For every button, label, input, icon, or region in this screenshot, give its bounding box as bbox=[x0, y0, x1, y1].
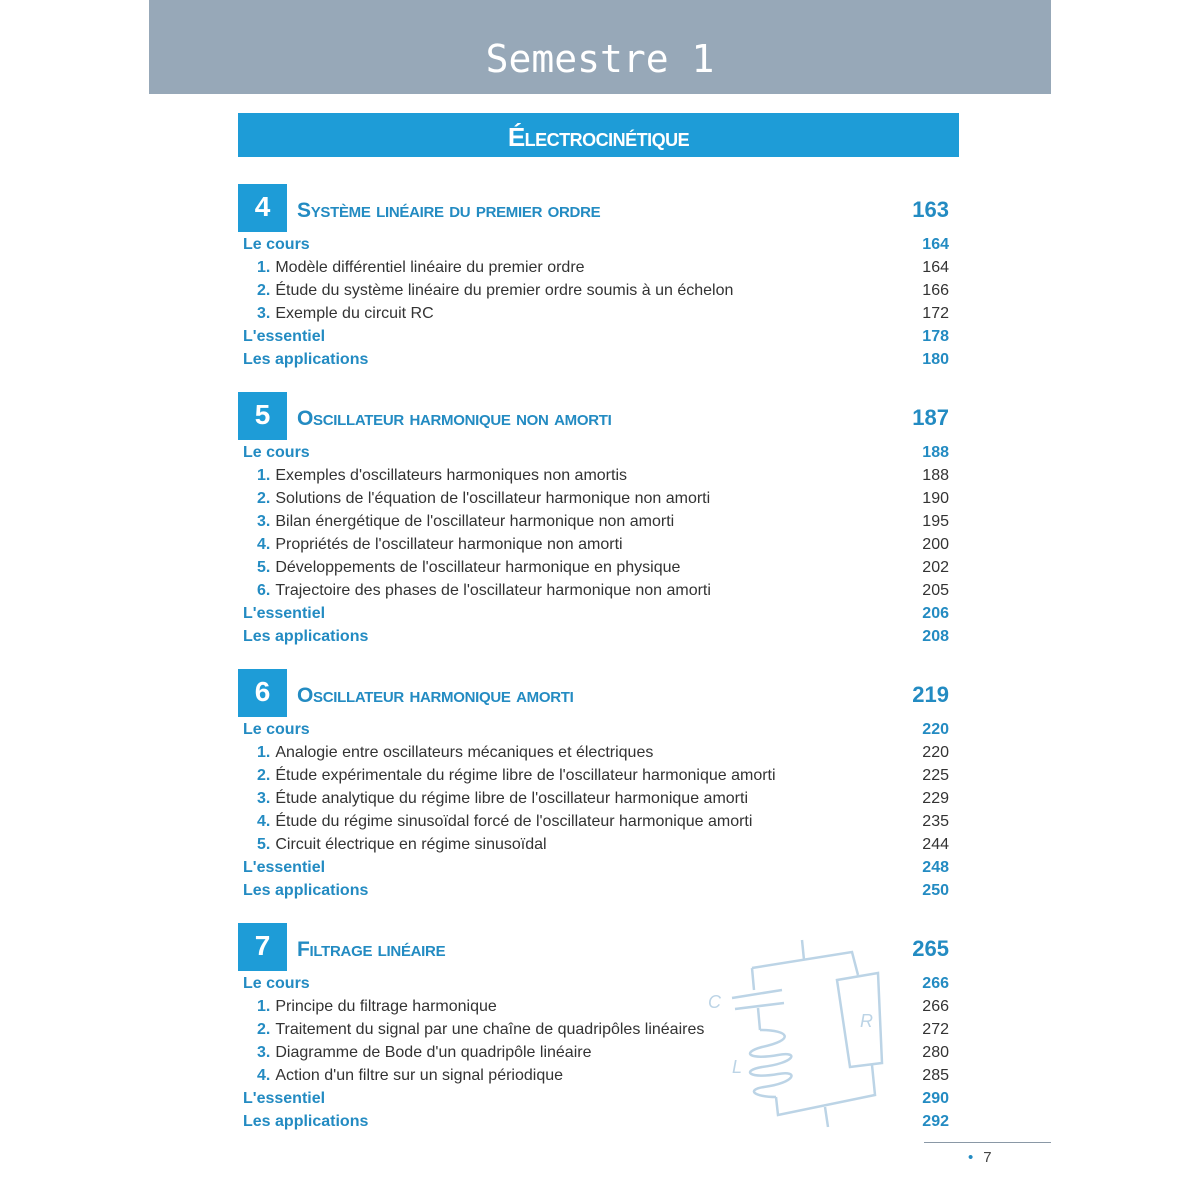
toc-item-number: 2. bbox=[257, 767, 271, 784]
toc-item-page: 280 bbox=[922, 1044, 949, 1061]
chapter-number: 4 bbox=[238, 184, 287, 232]
toc-item-page: 166 bbox=[922, 282, 949, 299]
toc-item-number: 4. bbox=[257, 1067, 271, 1084]
toc-item-page: 266 bbox=[922, 998, 949, 1015]
chapter-number: 7 bbox=[238, 923, 287, 971]
section-banner bbox=[238, 113, 959, 157]
toc-item[interactable] bbox=[238, 579, 949, 602]
toc-item-number: 1. bbox=[257, 467, 271, 484]
toc-item-page: 229 bbox=[922, 790, 949, 807]
toc-item-text bbox=[257, 741, 909, 764]
toc-applications-page: 292 bbox=[922, 1113, 949, 1130]
toc-essentiel[interactable] bbox=[238, 325, 949, 348]
toc-item-text bbox=[257, 487, 909, 510]
toc-applications[interactable] bbox=[238, 879, 949, 902]
toc-cours[interactable] bbox=[238, 441, 949, 464]
toc-item-number: 4. bbox=[257, 536, 271, 553]
toc-item-text bbox=[257, 556, 909, 579]
toc-item-text bbox=[257, 787, 909, 810]
toc-item-number: 1. bbox=[257, 998, 271, 1015]
toc-cours[interactable] bbox=[238, 718, 949, 741]
bullet-icon: • bbox=[968, 1149, 974, 1166]
chapter-title[interactable]: Oscillateur harmonique non amorti bbox=[297, 407, 612, 430]
toc-item-page: 190 bbox=[922, 490, 949, 507]
toc-item-text bbox=[257, 510, 909, 533]
chapter-header[interactable] bbox=[238, 392, 949, 440]
toc-applications[interactable] bbox=[238, 348, 949, 371]
toc-item[interactable] bbox=[238, 464, 949, 487]
toc-item-label: Exemple du circuit RC bbox=[275, 305, 434, 322]
toc-cours-page: 266 bbox=[922, 975, 949, 992]
toc-item-label: Modèle différentiel linéaire du premier ordre bbox=[275, 259, 585, 276]
toc-item-label: Développements de l'oscillateur harmonique en physique bbox=[275, 559, 681, 576]
toc-essentiel-page: 178 bbox=[922, 328, 949, 345]
toc-essentiel-label: L'essentiel bbox=[243, 1090, 326, 1107]
toc-item[interactable] bbox=[238, 741, 949, 764]
toc-item-text bbox=[257, 833, 909, 856]
toc-item-label: Principe du filtrage harmonique bbox=[275, 998, 497, 1015]
toc-cours-label: Le cours bbox=[243, 236, 310, 253]
toc-item[interactable] bbox=[238, 510, 949, 533]
toc-item-page: 188 bbox=[922, 467, 949, 484]
toc-cours-label: Le cours bbox=[243, 444, 310, 461]
toc-item-label: Circuit électrique en régime sinusoïdal bbox=[275, 836, 547, 853]
toc-item-number: 2. bbox=[257, 282, 271, 299]
chapter-page: 163 bbox=[912, 197, 949, 222]
toc-applications-label: Les applications bbox=[243, 1113, 369, 1130]
toc-essentiel-label: L'essentiel bbox=[243, 605, 326, 622]
toc-item-label: Action d'un filtre sur un signal périodique bbox=[275, 1067, 564, 1084]
section-title: Électrocinétique bbox=[507, 122, 690, 152]
toc-item-label: Analogie entre oscillateurs mécaniques et électriques bbox=[275, 744, 654, 761]
toc-applications-page: 180 bbox=[922, 351, 949, 368]
toc-item-label: Étude expérimentale du régime libre de l'oscillateur harmonique amorti bbox=[275, 767, 776, 784]
chapter-5 bbox=[238, 392, 949, 648]
toc-item-number: 5. bbox=[257, 836, 271, 853]
toc-item-page: 244 bbox=[922, 836, 949, 853]
toc-essentiel-page: 248 bbox=[922, 859, 949, 876]
footer-divider bbox=[924, 1142, 1051, 1143]
toc-applications-label: Les applications bbox=[243, 882, 369, 899]
toc-item-label: Traitement du signal par une chaîne de quadripôles linéaires bbox=[275, 1021, 705, 1038]
chapter-header[interactable] bbox=[238, 669, 949, 717]
toc-item-label: Diagramme de Bode d'un quadripôle linéaire bbox=[275, 1044, 592, 1061]
toc-item-page: 225 bbox=[922, 767, 949, 784]
toc-item[interactable] bbox=[238, 256, 949, 279]
toc-item-number: 4. bbox=[257, 813, 271, 830]
toc-item-page: 200 bbox=[922, 536, 949, 553]
toc-item-number: 2. bbox=[257, 1021, 271, 1038]
toc-essentiel[interactable] bbox=[238, 856, 949, 879]
toc-item-text bbox=[257, 464, 909, 487]
toc-item-number: 1. bbox=[257, 259, 271, 276]
resistor-label: R bbox=[860, 1011, 873, 1031]
toc-item-text bbox=[257, 810, 909, 833]
toc-item-label: Trajectoire des phases de l'oscillateur harmonique non amorti bbox=[275, 582, 711, 599]
chapter-number: 6 bbox=[238, 669, 287, 717]
toc-item[interactable] bbox=[238, 810, 949, 833]
toc-cours-page: 164 bbox=[922, 236, 949, 253]
toc-applications-page: 208 bbox=[922, 628, 949, 645]
chapter-6 bbox=[238, 669, 949, 902]
chapter-title[interactable]: Oscillateur harmonique amorti bbox=[297, 684, 574, 707]
toc-item-page: 205 bbox=[922, 582, 949, 599]
toc-item[interactable] bbox=[238, 787, 949, 810]
chapter-header[interactable] bbox=[238, 184, 949, 232]
chapter-title[interactable]: Système linéaire du premier ordre bbox=[297, 199, 601, 222]
rlc-circuit-illustration bbox=[700, 935, 900, 1135]
toc-applications[interactable] bbox=[238, 625, 949, 648]
toc-item-page: 202 bbox=[922, 559, 949, 576]
toc-item-page: 164 bbox=[922, 259, 949, 276]
toc-item-number: 1. bbox=[257, 744, 271, 761]
toc-cours-page: 220 bbox=[922, 721, 949, 738]
page-number: 7 bbox=[983, 1149, 992, 1166]
toc-item-number: 2. bbox=[257, 490, 271, 507]
toc-item-page: 235 bbox=[922, 813, 949, 830]
toc-essentiel-label: L'essentiel bbox=[243, 859, 326, 876]
toc-item-number: 5. bbox=[257, 559, 271, 576]
toc-cours-page: 188 bbox=[922, 444, 949, 461]
semester-banner bbox=[149, 0, 1051, 94]
inductor-label: L bbox=[732, 1057, 743, 1077]
toc-applications-page: 250 bbox=[922, 882, 949, 899]
toc-essentiel-page: 206 bbox=[922, 605, 949, 622]
chapter-4 bbox=[238, 184, 949, 371]
capacitor-label: C bbox=[708, 992, 721, 1012]
toc-item-number: 3. bbox=[257, 513, 271, 530]
toc-item-text bbox=[257, 279, 909, 302]
toc-item[interactable] bbox=[238, 556, 949, 579]
toc-applications-label: Les applications bbox=[243, 628, 369, 645]
toc-essentiel-page: 290 bbox=[922, 1090, 949, 1107]
toc-item-number: 3. bbox=[257, 305, 271, 322]
footer bbox=[968, 1149, 992, 1166]
toc-item-number: 6. bbox=[257, 582, 271, 599]
toc-item-page: 272 bbox=[922, 1021, 949, 1038]
toc-item-label: Bilan énergétique de l'oscillateur harmonique non amorti bbox=[275, 513, 675, 530]
toc-item[interactable] bbox=[238, 764, 949, 787]
toc-item-page: 172 bbox=[922, 305, 949, 322]
toc-item-label: Étude du régime sinusoïdal forcé de l'oscillateur harmonique amorti bbox=[275, 813, 753, 830]
toc-essentiel[interactable] bbox=[238, 602, 949, 625]
toc-cours-label: Le cours bbox=[243, 975, 310, 992]
chapter-page: 187 bbox=[912, 405, 949, 430]
toc-item[interactable] bbox=[238, 279, 949, 302]
semester-title: Semestre 1 bbox=[485, 37, 715, 81]
toc-item-number: 3. bbox=[257, 790, 271, 807]
toc-item-text bbox=[257, 256, 909, 279]
toc-item-text bbox=[257, 579, 909, 602]
toc-item[interactable] bbox=[238, 302, 949, 325]
chapter-page: 219 bbox=[912, 682, 949, 707]
toc-item-page: 195 bbox=[922, 513, 949, 530]
toc-item-label: Exemples d'oscillateurs harmoniques non amortis bbox=[275, 467, 628, 484]
toc-item-number: 3. bbox=[257, 1044, 271, 1061]
toc-item[interactable] bbox=[238, 487, 949, 510]
toc-item-page: 285 bbox=[922, 1067, 949, 1084]
toc-essentiel-label: L'essentiel bbox=[243, 328, 326, 345]
chapter-title[interactable]: Filtrage linéaire bbox=[297, 938, 446, 961]
toc-item[interactable] bbox=[238, 833, 949, 856]
toc-applications-label: Les applications bbox=[243, 351, 369, 368]
toc-cours[interactable] bbox=[238, 233, 949, 256]
toc-item[interactable] bbox=[238, 533, 949, 556]
toc-item-label: Propriétés de l'oscillateur harmonique non amorti bbox=[275, 536, 623, 553]
toc-cours-label: Le cours bbox=[243, 721, 310, 738]
toc-item-page: 220 bbox=[922, 744, 949, 761]
toc-item-text bbox=[257, 533, 909, 556]
chapter-page: 265 bbox=[912, 936, 949, 961]
toc-item-label: Étude analytique du régime libre de l'oscillateur harmonique amorti bbox=[275, 790, 748, 807]
chapter-number: 5 bbox=[238, 392, 287, 440]
toc-item-label: Solutions de l'équation de l'oscillateur harmonique non amorti bbox=[275, 490, 711, 507]
toc-item-label: Étude du système linéaire du premier ordre soumis à un échelon bbox=[275, 282, 734, 299]
toc-item-text bbox=[257, 302, 909, 325]
toc-item-text bbox=[257, 764, 909, 787]
